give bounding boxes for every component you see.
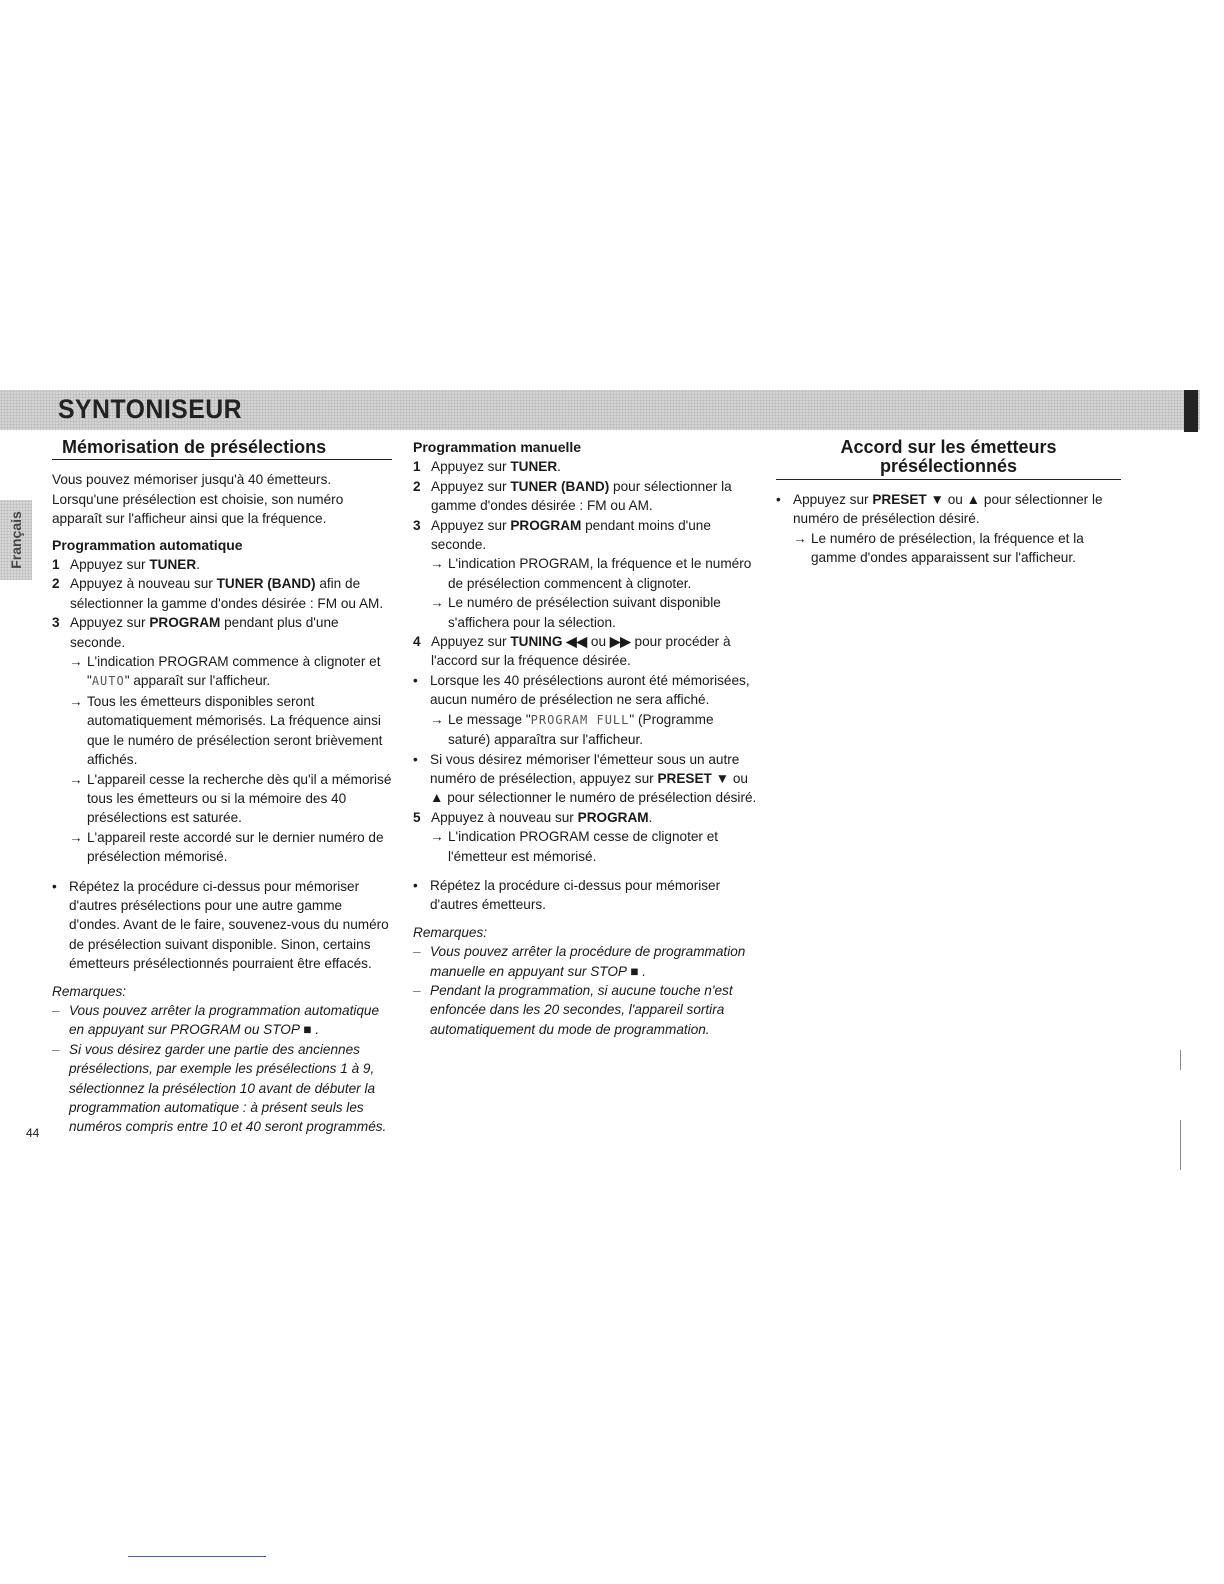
arrow-icon: →: [430, 595, 444, 611]
bullet-text: Répétez la procédure ci-dessus pour mémoriser d'autres émetteurs.: [430, 877, 721, 913]
remark-item: [413, 942, 758, 981]
edge-tab-mark: [1184, 390, 1198, 432]
dash-icon: –: [52, 1041, 60, 1057]
step-number: 3: [413, 517, 421, 533]
arrow-icon: →: [430, 829, 444, 845]
step-number: 1: [413, 459, 421, 475]
remark-text: Pendant la programmation, si aucune touche n'est enfoncée dans les 20 secondes, l'appareil sortira automatiquement du mode de programmation.: [430, 982, 733, 1037]
manual-step-3: [413, 516, 758, 555]
result-text: L'appareil cesse la recherche dès qu'il a mémorisé tous les émetteurs ou si la mémoire des 40 présélections est saturée.: [87, 771, 392, 826]
result-line: [413, 554, 758, 593]
step-number: 2: [413, 478, 421, 494]
remark-item: [413, 981, 758, 1039]
step-text: .: [557, 459, 561, 475]
auto-step-3: [52, 613, 392, 652]
step-key: PRESET ▼: [657, 770, 730, 786]
result-line: [413, 710, 758, 750]
bullet-icon: •: [776, 491, 781, 507]
manual-step-1: [413, 457, 758, 476]
manual-step-4: [413, 632, 758, 671]
step-text: Appuyez à nouveau sur: [70, 576, 217, 592]
step-text: Appuyez sur: [431, 634, 511, 650]
step-key: ▲: [430, 790, 444, 806]
bullet-text: Répétez la procédure ci-dessus pour mémoriser d'autres présélections pour une autre gamme d'ondes. Avant de le faire, souvenez-vous du numéro de présélection suivant disponible. Sinon, certains émetteurs présélectionnés pourraient être effacés.: [69, 878, 389, 972]
result-text: Le numéro de présélection suivant disponible s'affichera pour la sélection.: [448, 595, 721, 630]
dash-icon: –: [413, 982, 421, 998]
step-number: 1: [52, 557, 60, 573]
step-key: TUNER (BAND): [510, 478, 610, 494]
bullet-text: pour sélectionner le numéro de présélection désiré.: [793, 491, 1103, 527]
result-text: Tous les émetteurs disponibles seront automatiquement mémorisés. La fréquence ainsi que le numéro de présélection seront brièvement affichés.: [87, 693, 383, 768]
bullet-text: Lorsque les 40 présélections auront été mémorisées, aucun numéro de présélection ne sera affiché.: [430, 672, 750, 708]
result-line: [52, 828, 392, 867]
dash-icon: –: [52, 1002, 60, 1018]
step-text: afin de sélectionner la gamme d'ondes désirée : FM ou AM.: [70, 576, 384, 611]
auto-step-1: [52, 555, 392, 574]
heading-preset-tuning: Accord sur les émetteurs présélectionnés: [776, 438, 1121, 480]
step-text: Appuyez sur: [70, 615, 150, 631]
manual-step-5: [413, 808, 758, 827]
page-number: 44: [26, 1126, 40, 1140]
step-text: Appuyez sur: [431, 517, 511, 533]
bullet-item: [776, 490, 1121, 529]
result-text: L'indication PROGRAM commence à clignoter et ": [87, 654, 381, 689]
result-line: [52, 652, 392, 692]
dash-icon: –: [413, 944, 421, 960]
bullet-text: Si vous désirez mémoriser l'émetteur sous un autre numéro de présélection, appuyez sur: [430, 751, 740, 786]
result-line: [776, 529, 1121, 568]
bullet-icon: •: [413, 751, 418, 767]
bullet-text: pour sélectionner le numéro de présélection désiré.: [443, 790, 757, 806]
result-text: L'indication PROGRAM, la fréquence et le numéro de présélection commencent à clignoter.: [448, 556, 752, 591]
step-text: pendant moins d'une seconde.: [431, 517, 711, 553]
step-number: 5: [413, 809, 421, 825]
result-text: " apparaît sur l'afficheur.: [124, 673, 271, 689]
step-text: Appuyez à nouveau sur: [431, 809, 578, 825]
arrow-icon: →: [69, 771, 83, 787]
result-line: [413, 827, 758, 866]
step-number: 2: [52, 576, 60, 592]
bullet-item: [413, 671, 758, 710]
arrow-icon: →: [69, 693, 83, 709]
display-readout: PROGRAM FULL: [530, 712, 630, 727]
result-text: L'appareil reste accordé sur le dernier numéro de présélection mémorisé.: [87, 829, 384, 865]
remark-text: Si vous désirez garder une partie des anciennes présélections, par exemple les présélections 1 à 9, sélectionnez la présélection 10 avant de débuter la programmation automatique : à présent seuls les numéros compris entre 10 et 40 seront programmés.: [69, 1041, 387, 1135]
step-key: TUNER (BAND): [216, 576, 316, 592]
step-key: ▶▶: [609, 634, 631, 650]
bullet-text: Appuyez sur: [793, 491, 873, 507]
bullet-text: ou: [943, 491, 967, 507]
column-manual-programming: [413, 438, 758, 1039]
subheading-manual-programming: Programmation manuelle: [413, 439, 582, 455]
arrow-icon: →: [430, 556, 444, 572]
remarks-title: Remarques:: [413, 924, 488, 940]
remark-item: [52, 1040, 392, 1137]
step-key: TUNER: [510, 459, 558, 475]
heading-preset-memorization: Mémorisation de présélections: [52, 438, 392, 460]
result-line: [413, 593, 758, 632]
result-line: [52, 692, 392, 770]
step-text: ou: [587, 634, 610, 650]
step-text: Appuyez sur: [431, 478, 511, 494]
bullet-icon: •: [52, 878, 57, 894]
bullet-icon: •: [413, 672, 418, 688]
bullet-item: [413, 876, 758, 915]
remark-text: Vous pouvez arrêter la programmation automatique en appuyant sur PROGRAM ou STOP ■ .: [69, 1002, 380, 1038]
step-text: pour procéder à l'accord sur la fréquence désirée.: [431, 634, 731, 669]
manual-step-2: [413, 477, 758, 516]
result-line: [52, 770, 392, 828]
step-number: 4: [413, 634, 421, 650]
result-text: " (Programme saturé) apparaîtra sur l'afficheur.: [448, 711, 714, 748]
language-tab: [0, 500, 32, 580]
step-key: PROGRAM: [149, 615, 221, 631]
language-label: Français: [8, 511, 24, 569]
result-text: L'indication PROGRAM cesse de clignoter et l'émetteur est mémorisé.: [448, 829, 719, 864]
section-title: SYNTONISEUR: [58, 394, 243, 424]
bullet-item: [413, 750, 758, 808]
step-text: Appuyez sur: [70, 557, 150, 573]
section-banner: [0, 390, 1200, 430]
remarks-title: Remarques:: [52, 983, 127, 999]
arrow-icon: →: [793, 530, 807, 546]
column-preset-tuning: [776, 438, 1121, 567]
result-text: Le numéro de présélection, la fréquence et la gamme d'ondes apparaissent sur l'afficheur.: [811, 530, 1084, 566]
step-key: PROGRAM: [510, 517, 582, 533]
step-key: ▲: [966, 491, 981, 507]
margin-mark: [1180, 1050, 1181, 1070]
step-text: .: [196, 557, 200, 573]
step-number: 3: [52, 615, 60, 631]
step-text: pendant plus d'une seconde.: [70, 615, 339, 650]
step-key: PRESET ▼: [872, 491, 944, 507]
step-key: TUNER: [149, 557, 197, 573]
remark-item: [52, 1001, 392, 1040]
column-preset-memorization: [52, 438, 392, 1137]
display-readout: AUTO: [91, 674, 125, 689]
footer-rule: [128, 1556, 266, 1557]
step-text: Appuyez sur: [431, 459, 511, 475]
step-text: .: [648, 809, 653, 825]
step-text: pour sélectionner la gamme d'ondes désirée : FM ou AM.: [431, 478, 732, 514]
intro-paragraph: Vous pouvez mémoriser jusqu'à 40 émetteurs. Lorsqu'une présélection est choisie, son numéro apparaît sur l'afficheur ainsi que la fréquence.: [52, 472, 344, 527]
step-key: PROGRAM: [577, 809, 649, 825]
auto-step-2: [52, 574, 392, 613]
subheading-auto-programming: Programmation automatique: [52, 536, 243, 553]
step-key: TUNING ◀◀: [510, 634, 588, 650]
result-text: Le message ": [448, 711, 531, 727]
margin-mark: [1180, 1120, 1181, 1170]
remark-text: Vous pouvez arrêter la procédure de programmation manuelle en appuyant sur STOP ■ .: [430, 944, 746, 979]
bullet-icon: •: [413, 877, 418, 893]
arrow-icon: →: [69, 654, 83, 670]
arrow-icon: →: [430, 711, 444, 727]
arrow-icon: →: [69, 829, 83, 845]
bullet-text: ou: [729, 770, 748, 786]
bullet-item: [52, 877, 392, 974]
